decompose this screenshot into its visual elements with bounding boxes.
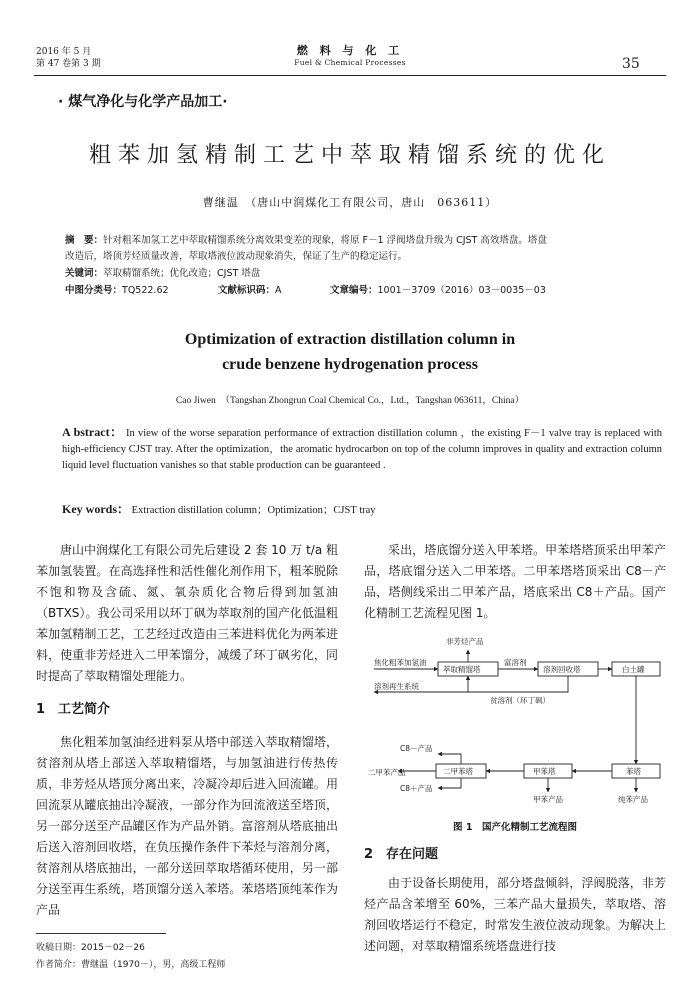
figure-caption: 图 1 国产化精制工艺流程图 [453, 822, 577, 833]
document-code [218, 285, 282, 297]
abstract-cn-text2: 改造后，塔顶芳烃质量改善，萃取塔液位波动现象消失，保证了生产的稳定运行。 [65, 251, 408, 262]
keywords-en-label: Key words： [62, 502, 129, 516]
section-heading-problems: 2 存在问题 [364, 847, 439, 862]
journal-name-cn: 燃 料 与 化 工 [296, 44, 404, 57]
section-tag: · 煤气净化与化学产品加工· [58, 94, 228, 110]
extractive-column-label: 萃取精馏塔 [443, 665, 481, 674]
c8-plus-label: C8＋产品 [400, 784, 433, 793]
section-heading-process: 1 工艺简介 [36, 702, 111, 717]
intro-paragraph: 唐山中润煤化工有限公司先后建设 2 套 10 万 t/a 粗苯加氢装置。在高选择性和活性催化剂作用下，粗苯脱除不饱和物及含硫、氮、氧杂质化合物后得到加氢油（BTXS）。我公司采用以环丁砜为萃取剂的国产化低温粗苯加氢精制工艺，工艺经过改造由三苯进料优化为两苯进料，使重非芳烃进入二甲苯馏分，减缓了环丁砜劣化，同时提高了萃取精馏处理能力。 [36, 543, 338, 683]
abstract-cn-text1: 针对粗苯加氢工艺中萃取精馏系统分离效果变差的现象，将原 F－1 浮阀塔盘升级为 CJST 高效塔盘。塔盘 [103, 235, 547, 246]
issue-volume: 第 47 卷第 3 期 [36, 59, 101, 69]
clc-number [65, 285, 169, 297]
author-affiliation-cn: 曹继温 （唐山中润煤化工有限公司，唐山 063611） [202, 196, 498, 209]
journal-name [250, 44, 450, 68]
regeneration-label: 溶剂再生系统 [374, 682, 419, 691]
c8-minus-label: C8－产品 [400, 744, 433, 753]
clc-label: 中图分类号： [65, 285, 123, 296]
keywords-en-text: Extraction distillation column；Optimization；CJST tray [131, 505, 376, 516]
feed-label: 焦化粗苯加氢油 [374, 658, 427, 667]
footnote-rule [36, 933, 166, 934]
benzene-column-label: 苯塔 [626, 767, 641, 776]
problems-paragraph: 由于设备长期使用，部分塔盘倾斜，浮阀脱落，非芳烃产品含苯增至 60%，三苯产品大量损失，萃取塔、溶剂回收塔运行不稳定，时常发生液位波动现象。为解决上述问题，对萃取精馏系统塔盘进行技 [364, 876, 666, 953]
rich-solvent-label: 富溶剂 [504, 658, 527, 667]
abstract-cn-line1 [65, 235, 547, 247]
clay-tank-label: 白土罐 [622, 665, 645, 674]
article-value: 1001－3709（2016）03－0035－03 [377, 285, 546, 296]
doc-label: 文献标识码： [218, 285, 276, 296]
article-number [330, 285, 546, 297]
keywords-cn-label: 关键词： [65, 268, 104, 279]
journal-name-en: Fuel & Chemical Processes [294, 58, 406, 67]
author-affiliation-en: Cao Jiwen （Tangshan Zhongrun Coal Chemical Co.，Ltd.，Tangshan 063611，China） [175, 396, 525, 406]
author-intro: 作者简介：曹继温（1970－），男，高级工程师 [36, 960, 226, 970]
process-flow-diagram [368, 632, 664, 808]
non-aromatic-label: 非芳烃产品 [446, 637, 484, 646]
benzene-product-label: 纯苯产品 [618, 795, 648, 804]
process-paragraph: 焦化粗苯加氢油经进料泵从塔中部送入萃取精馏塔，贫溶剂从塔上部送入萃取精馏塔，与加氢油进行传热传质，非芳烃从塔顶分离出来，冷凝冷却后进入回流罐。用回流泵从罐底抽出冷凝液，一部分作为回流液送至塔顶，另一部分送至产品罐区作为产品外销。富溶剂从塔底抽出后送入溶剂回收塔，在负压操作条件下苯烃与溶剂分离，贫溶剂从塔底抽出，一部分送回萃取塔循环使用，另一部分送至再生系统，塔顶馏分送入苯塔。苯塔塔顶纯苯作为产品 [36, 735, 338, 917]
body-column-left [36, 540, 338, 921]
page-number: 35 [622, 56, 640, 72]
paper-title-en [0, 327, 700, 377]
process-paragraph-cont: 采出，塔底馏分送入甲苯塔。甲苯塔塔顶采出甲苯产品，塔底馏分送入二甲苯塔。二甲苯塔塔顶采出 C8－产品，塔侧线采出二甲苯产品，塔底采出 C8＋产品。国产化精制工艺流程见图 1。 [364, 543, 666, 620]
abstract-cn-label: 摘 要： [65, 235, 104, 246]
c8-minus-arrow [438, 754, 461, 764]
xylene-product-label: 二甲苯产品 [368, 768, 406, 777]
clc-value: TQ522.62 [122, 285, 169, 296]
abstract-en-text: In view of the worse separation performance of extraction distillation column ，the existing F－1 valve tray is replaced with high-efficiency CJST tray. After the optimization，the aromatic hydrocarbon on top of the column improves in quality and extraction column liquid level fluctuation vanishes so that stable production can be guaranteed . [62, 428, 662, 471]
running-header-issue [36, 46, 101, 70]
lean-solvent-line [468, 676, 568, 692]
keywords-cn [65, 268, 260, 280]
doc-value: A [275, 285, 282, 296]
body-column-right [364, 540, 666, 624]
lean-solvent-label: 贫溶剂（环丁砜） [490, 696, 550, 705]
abstract-en [62, 424, 662, 474]
abstract-en-label: A bstract： [62, 425, 123, 439]
issue-date: 2016 年 5 月 [36, 47, 92, 57]
paper-title-cn: 粗苯加氢精制工艺中萃取精馏系统的优化 [88, 143, 611, 168]
received-date: 收稿日期：2015－02－26 [36, 943, 145, 953]
paper-title-en-line1: Optimization of extraction distillation column in [184, 331, 516, 348]
keywords-en [62, 500, 662, 517]
c8-plus-arrow [438, 778, 461, 788]
article-label: 文章编号： [330, 285, 378, 296]
keywords-cn-text: 萃取精馏系统；优化改造；CJST 塔盘 [103, 268, 261, 279]
toluene-column-label: 甲苯塔 [533, 767, 556, 776]
toluene-product-label: 甲苯产品 [533, 795, 563, 804]
header-rule [34, 75, 666, 76]
solvent-recovery-label: 溶剂回收塔 [543, 665, 581, 674]
body-column-right-lower [364, 844, 666, 957]
xylene-column-label: 二甲苯塔 [443, 767, 473, 776]
paper-title-en-line2: crude benzene hydrogenation process [222, 356, 478, 373]
